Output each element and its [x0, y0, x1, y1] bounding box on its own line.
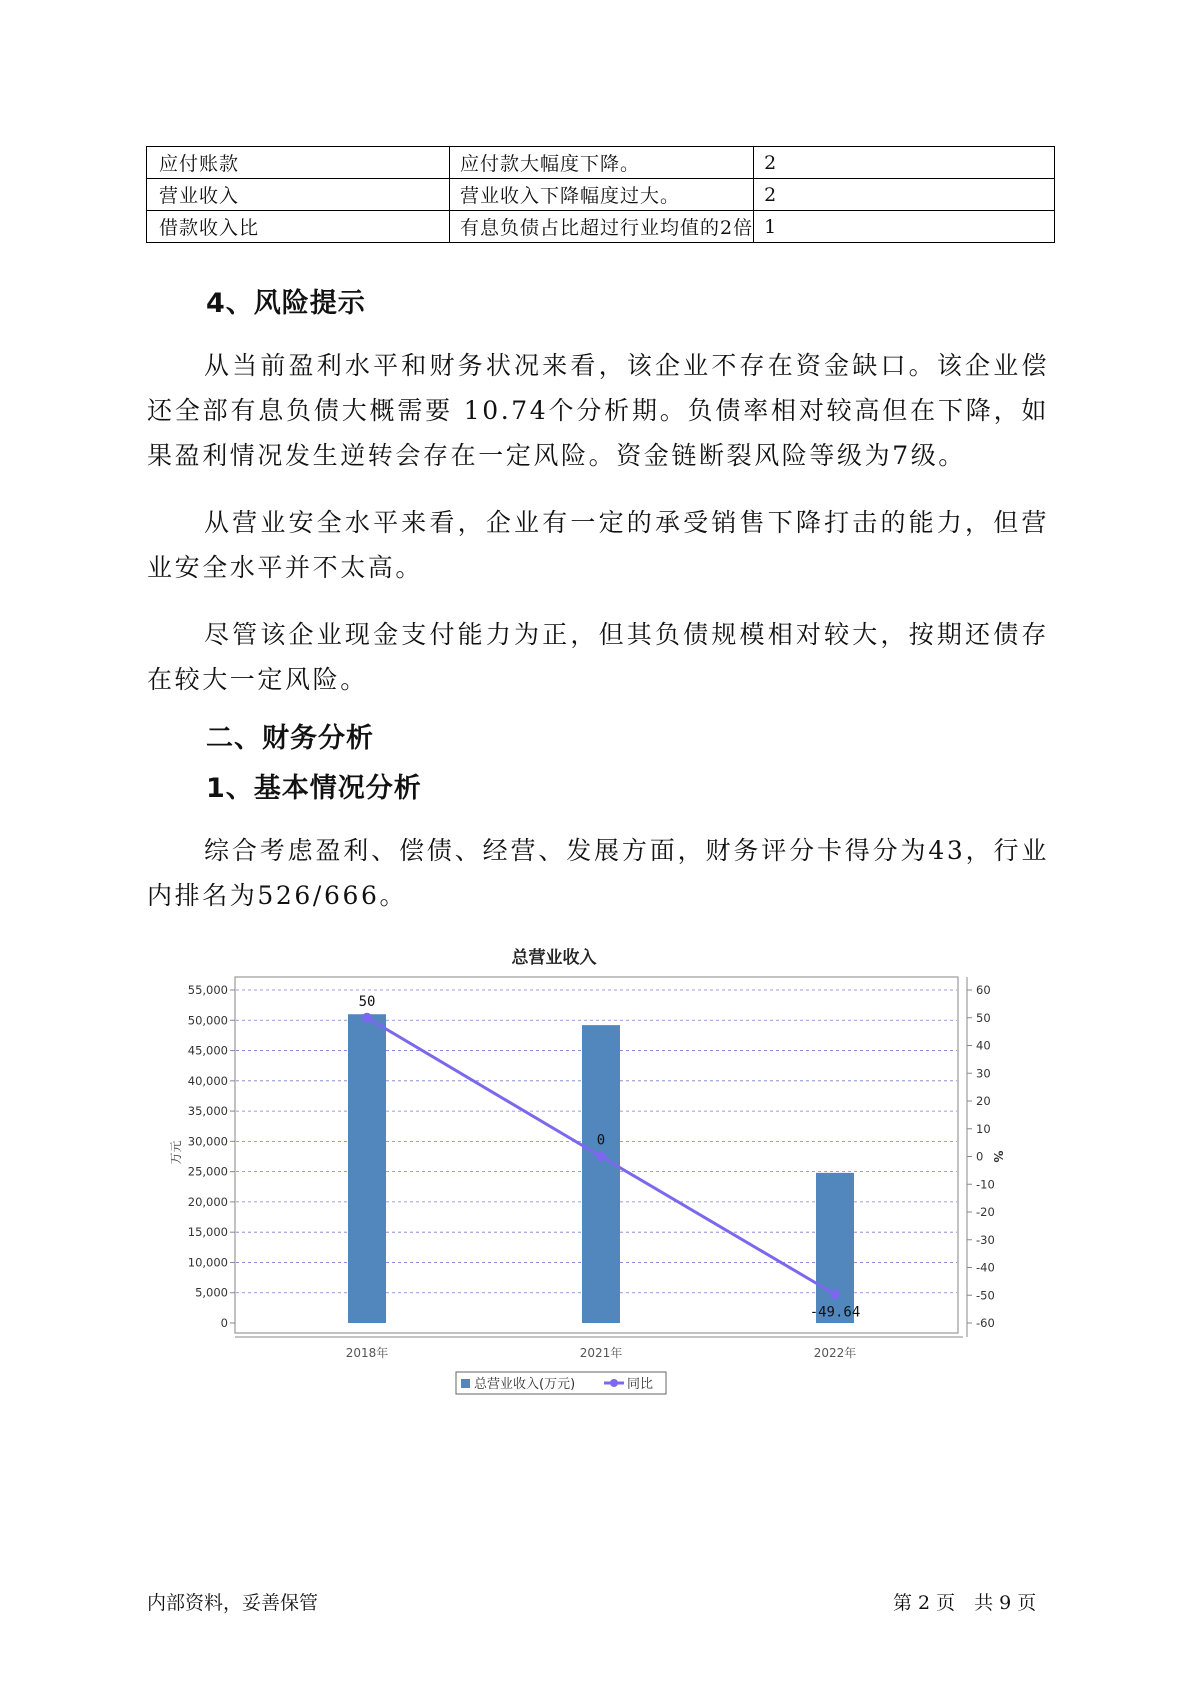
y-tick-label: 50,000: [187, 1013, 228, 1028]
table-row: [147, 179, 1055, 211]
revenue-chart-svg: [169, 940, 1005, 1410]
yoy-point: [830, 1289, 840, 1299]
table-cell-item: 借款收入比: [147, 211, 450, 243]
y-tick-label: 30,000: [187, 1134, 228, 1149]
paragraph-basic: 综合考虑盈利、偿债、经营、发展方面，财务评分卡得分为43，行业内排名为526/666。: [147, 836, 1049, 910]
table-cell-desc: 应付款大幅度下降。: [450, 147, 754, 179]
subsection-heading-basic: 1、基本情况分析: [206, 773, 422, 804]
y-tick-label: 15,000: [187, 1225, 228, 1240]
data-label: 0: [596, 1132, 606, 1149]
y2-tick-label: 40: [976, 1038, 991, 1053]
page-mid: 页 共: [936, 1592, 994, 1614]
legend-label-bar: 总营业收入(万元): [474, 1377, 576, 1392]
paragraph-risk-2: 从营业安全水平来看，企业有一定的承受销售下降打击的能力，但营业安全水平并不太高。: [147, 508, 1049, 582]
paragraph-risk-1: 从当前盈利水平和财务状况来看，该企业不存在资金缺口。该企业偿还全部有息负债大概需要 10.74个分析期。负债率相对较高但在下降，如果盈利情况发生逆转会存在一定风险。资金链断裂风险等级为7级。: [147, 351, 1049, 470]
table-cell-score: 1: [754, 211, 1055, 243]
bar: [816, 1173, 854, 1323]
x-tick-label: 2022年: [813, 1346, 857, 1360]
table-cell-item: 应付账款: [147, 147, 450, 179]
y-tick-label: 40,000: [187, 1073, 228, 1088]
y2-tick-label: -20: [976, 1205, 995, 1219]
y-tick-label: 10,000: [187, 1255, 228, 1270]
risk-table: [146, 146, 1055, 243]
revenue-chart: [169, 940, 1005, 1410]
y-tick-label: 35,000: [187, 1104, 228, 1119]
y2-tick-label: 20: [976, 1094, 991, 1108]
y2-tick-label: 60: [976, 983, 991, 997]
y2-axis-label: %: [991, 1150, 1005, 1163]
footer-note: 内部资料，妥善保管: [147, 1592, 319, 1614]
paragraph-risk-3: 尽管该企业现金支付能力为正，但其负债规模相对较大，按期还债存在较大一定风险。: [147, 620, 1049, 694]
y-tick-label: 55,000: [187, 983, 228, 997]
page-suffix: 页: [1017, 1592, 1037, 1614]
y-tick-label: 25,000: [187, 1164, 228, 1179]
page-total: 9: [999, 1592, 1012, 1614]
table-cell-desc: 营业收入下降幅度过大。: [450, 179, 754, 211]
y2-tick-label: 50: [976, 1010, 991, 1025]
legend-swatch-point: [610, 1379, 618, 1387]
y2-tick-label: 0: [976, 1149, 984, 1164]
y2-tick-label: -30: [976, 1232, 995, 1247]
y-axis-label: 万元: [169, 1140, 183, 1165]
y-tick-label: 0: [220, 1316, 228, 1330]
page-number: [893, 1588, 1036, 1615]
y-tick-label: 5,000: [195, 1285, 228, 1300]
x-tick-label: 2021年: [579, 1346, 623, 1360]
legend-swatch-bar: [461, 1379, 470, 1388]
x-tick-label: 2018年: [345, 1346, 389, 1360]
data-label: 50: [358, 993, 376, 1010]
yoy-point: [596, 1152, 606, 1162]
y2-tick-label: -10: [976, 1177, 995, 1192]
y2-tick-label: -60: [976, 1316, 995, 1330]
y-tick-label: 20,000: [187, 1194, 228, 1209]
y2-tick-label: 10: [976, 1121, 991, 1136]
table-row: [147, 147, 1055, 179]
table-cell-score: 2: [754, 179, 1055, 211]
table-cell-score: 2: [754, 147, 1055, 179]
y2-tick-label: 30: [976, 1066, 991, 1081]
y2-tick-label: -40: [976, 1260, 995, 1275]
table-cell-item: 营业收入: [147, 179, 450, 211]
page-current: 2: [918, 1592, 931, 1614]
table-row: [147, 211, 1055, 243]
bar: [582, 1025, 620, 1323]
page-prefix: 第: [893, 1592, 913, 1614]
yoy-point: [362, 1013, 372, 1023]
section-heading-finance: 二、财务分析: [206, 723, 374, 754]
y2-tick-label: -50: [976, 1288, 995, 1303]
table-cell-desc: 有息负债占比超过行业均值的2倍: [450, 211, 754, 243]
section-heading-risk: 4、风险提示: [206, 288, 366, 319]
data-label: -49.64: [809, 1304, 861, 1321]
bar: [348, 1014, 386, 1323]
legend-label-line: 同比: [627, 1377, 654, 1392]
y-tick-label: 45,000: [187, 1043, 228, 1058]
chart-title: 总营业收入: [511, 948, 597, 968]
